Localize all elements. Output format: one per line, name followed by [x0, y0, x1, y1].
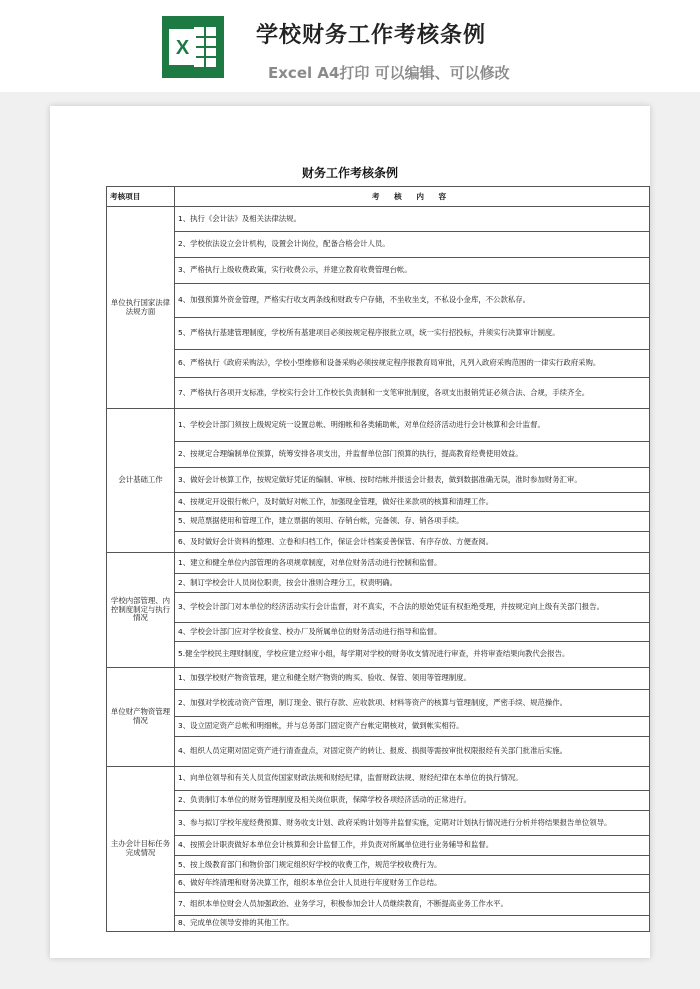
- content-cell: 4、学校会计部门应对学校食堂、校办厂及所属单位的财务活动进行指导和监督。: [175, 623, 650, 642]
- content-cell: 2、加强对学校流动资产管理，制订现金、银行存款、应收款项、材料等资产的核算与管理制度，严密手续、规范操作。: [175, 690, 650, 717]
- page-subtitle: Excel A4打印 可以编辑、可以修改: [268, 64, 510, 82]
- content-cell: 4、按规定开设银行帐户，及时做好对帐工作，加强现金管理，做好往来款项的核算和清理工作。: [175, 493, 650, 512]
- content-cell: 3、设立固定资产总帐和明细帐，并与总务部门固定资产台帐定期核对，做到帐实相符。: [175, 717, 650, 737]
- content-cell: 5、按上级教育部门和物价部门规定组织好学校的收费工作，规范学校收费行为。: [175, 856, 650, 875]
- table-row: [107, 468, 650, 493]
- table-row: [107, 409, 650, 442]
- table-row: [107, 258, 650, 284]
- table-row: [107, 493, 650, 512]
- content-cell: 6、做好年终清理和财务决算工作，组织本单位会计人员进行年度财务工作总结。: [175, 875, 650, 893]
- content-cell: 1、加强学校财产物资管理，建立和健全财产物资的购买、验收、保管、领用等管理制度。: [175, 668, 650, 690]
- category-cell: 主办会计目标任务完成情况: [107, 767, 175, 932]
- table-header-row: [107, 187, 650, 207]
- content-cell: 6、严格执行《政府采购法》，学校小型维修和设备采购必须按规定程序报教育局审批，凡列入政府采购范围的一律实行政府采购。: [175, 350, 650, 378]
- table-row: [107, 668, 650, 690]
- content-cell: 3、严格执行上级收费政策，实行收费公示，并建立教育收费管理台帐。: [175, 258, 650, 284]
- table-row: [107, 767, 650, 791]
- table-row: [107, 593, 650, 623]
- content-cell: 1、向单位领导和有关人员宣传国家财政法规和财经纪律，监督财政法规、财经纪律在本单位的执行情况。: [175, 767, 650, 791]
- table-row: [107, 350, 650, 378]
- content-cell: 1、学校会计部门须按上级规定统一设置总帐、明细帐和各类辅助帐，对单位经济活动进行会计核算和会计监督。: [175, 409, 650, 442]
- table-row: [107, 916, 650, 932]
- table-row: [107, 642, 650, 668]
- table-row: [107, 318, 650, 350]
- content-cell: 2、负责制订本单位的财务管理制度及相关岗位职责，保障学校各项经济活动的正常进行。: [175, 791, 650, 811]
- table-row: [107, 690, 650, 717]
- category-cell: 单位执行国家法律法规方面: [107, 207, 175, 409]
- table-row: [107, 893, 650, 916]
- category-cell: 单位财产物资管理情况: [107, 668, 175, 767]
- page-header: [0, 0, 700, 92]
- category-cell: 会计基础工作: [107, 409, 175, 553]
- table-row: [107, 512, 650, 532]
- table-row: [107, 875, 650, 893]
- content-cell: 3、参与拟订学校年度经费预算、财务收支计划、政府采购计划等并监督实施，定期对计划执行情况进行分析并将结果报告单位领导。: [175, 811, 650, 836]
- content-cell: 3、做好会计核算工作，按规定做好凭证的编制、审核、按时结帐并报送会计报表，做到数据准确无误，准时参加财务汇审。: [175, 468, 650, 493]
- table-row: [107, 553, 650, 574]
- content-cell: 4、加强预算外资金管理，严格实行收支两条线和财政专户存储，不坐收坐支，不私设小金库，不公款私存。: [175, 284, 650, 318]
- content-cell: 5.健全学校民主理财制度，学校应建立经审小组，每学期对学校的财务收支情况进行审查，并将审查结果向教代会报告。: [175, 642, 650, 668]
- content-cell: 5、严格执行基建管理制度，学校所有基建项目必须按规定程序报批立项，统一实行招投标，并须实行决算审计制度。: [175, 318, 650, 350]
- table-row: [107, 791, 650, 811]
- document-title: 财务工作考核条例: [301, 166, 398, 180]
- content-cell: 7、严格执行各项开支标准，学校实行会计工作校长负责制和一支笔审批制度，各项支出报销凭证必须合法、合规，手续齐全。: [175, 378, 650, 409]
- logo-letter: X: [175, 37, 190, 59]
- page-title: 学校财务工作考核条例: [256, 23, 487, 48]
- content-cell: 6、及时做好会计资料的整理、立卷和归档工作，保证会计档案妥善保管、有序存放、方便查阅。: [175, 532, 650, 553]
- content-cell: 2、制订学校会计人员岗位职责，按会计准则合理分工，权责明确。: [175, 574, 650, 593]
- column-header-content: 考 核 内 容: [175, 187, 650, 207]
- document-sheet: [50, 106, 650, 958]
- content-cell: 2、按规定合理编制单位预算，统筹安排各项支出，并监督单位部门预算的执行，提高教育经费使用效益。: [175, 442, 650, 468]
- content-cell: 3、学校会计部门对本单位的经济活动实行会计监督，对不真实，不合法的原始凭证有权拒绝受理，并按规定向上级有关部门报告。: [175, 593, 650, 623]
- category-cell: 学校内部管理、内控制度制定与执行情况: [107, 553, 175, 668]
- table-row: [107, 284, 650, 318]
- table-row: [107, 717, 650, 737]
- content-cell: 2、学校依法设立会计机构，设置会计岗位，配备合格会计人员。: [175, 232, 650, 258]
- content-cell: 1、建立和健全单位内部管理的各项规章制度，对单位财务活动进行控制和监督。: [175, 553, 650, 574]
- table-row: [107, 811, 650, 836]
- excel-logo-icon: [162, 16, 224, 78]
- table-row: [107, 737, 650, 767]
- table-row: [107, 442, 650, 468]
- table-row: [107, 232, 650, 258]
- table-row: [107, 623, 650, 642]
- table-row: [107, 378, 650, 409]
- content-cell: 5、规范票据使用和管理工作，建立票据的领用、存销台帐，完备领、存、销各项手续。: [175, 512, 650, 532]
- content-cell: 8、完成单位领导安排的其他工作。: [175, 916, 650, 932]
- assessment-table: [106, 186, 650, 932]
- column-header-category: 考核项目: [107, 187, 175, 207]
- table-row: [107, 836, 650, 856]
- content-cell: 4、组织人员定期对固定资产进行清查盘点，对固定资产的转让、报废、损损等需按审批权限报经有关部门批准后实施。: [175, 737, 650, 767]
- table-row: [107, 532, 650, 553]
- table-row: [107, 856, 650, 875]
- table-row: [107, 207, 650, 232]
- table-row: [107, 574, 650, 593]
- content-cell: 7、组织本单位财会人员加强政治、业务学习，积极参加会计人员继续教育，不断提高业务工作水平。: [175, 893, 650, 916]
- content-cell: 4、按照会计职责做好本单位会计核算和会计监督工作，并负责对所属单位进行业务辅导和监督。: [175, 836, 650, 856]
- content-cell: 1、执行《会计法》及相关法律法规。: [175, 207, 650, 232]
